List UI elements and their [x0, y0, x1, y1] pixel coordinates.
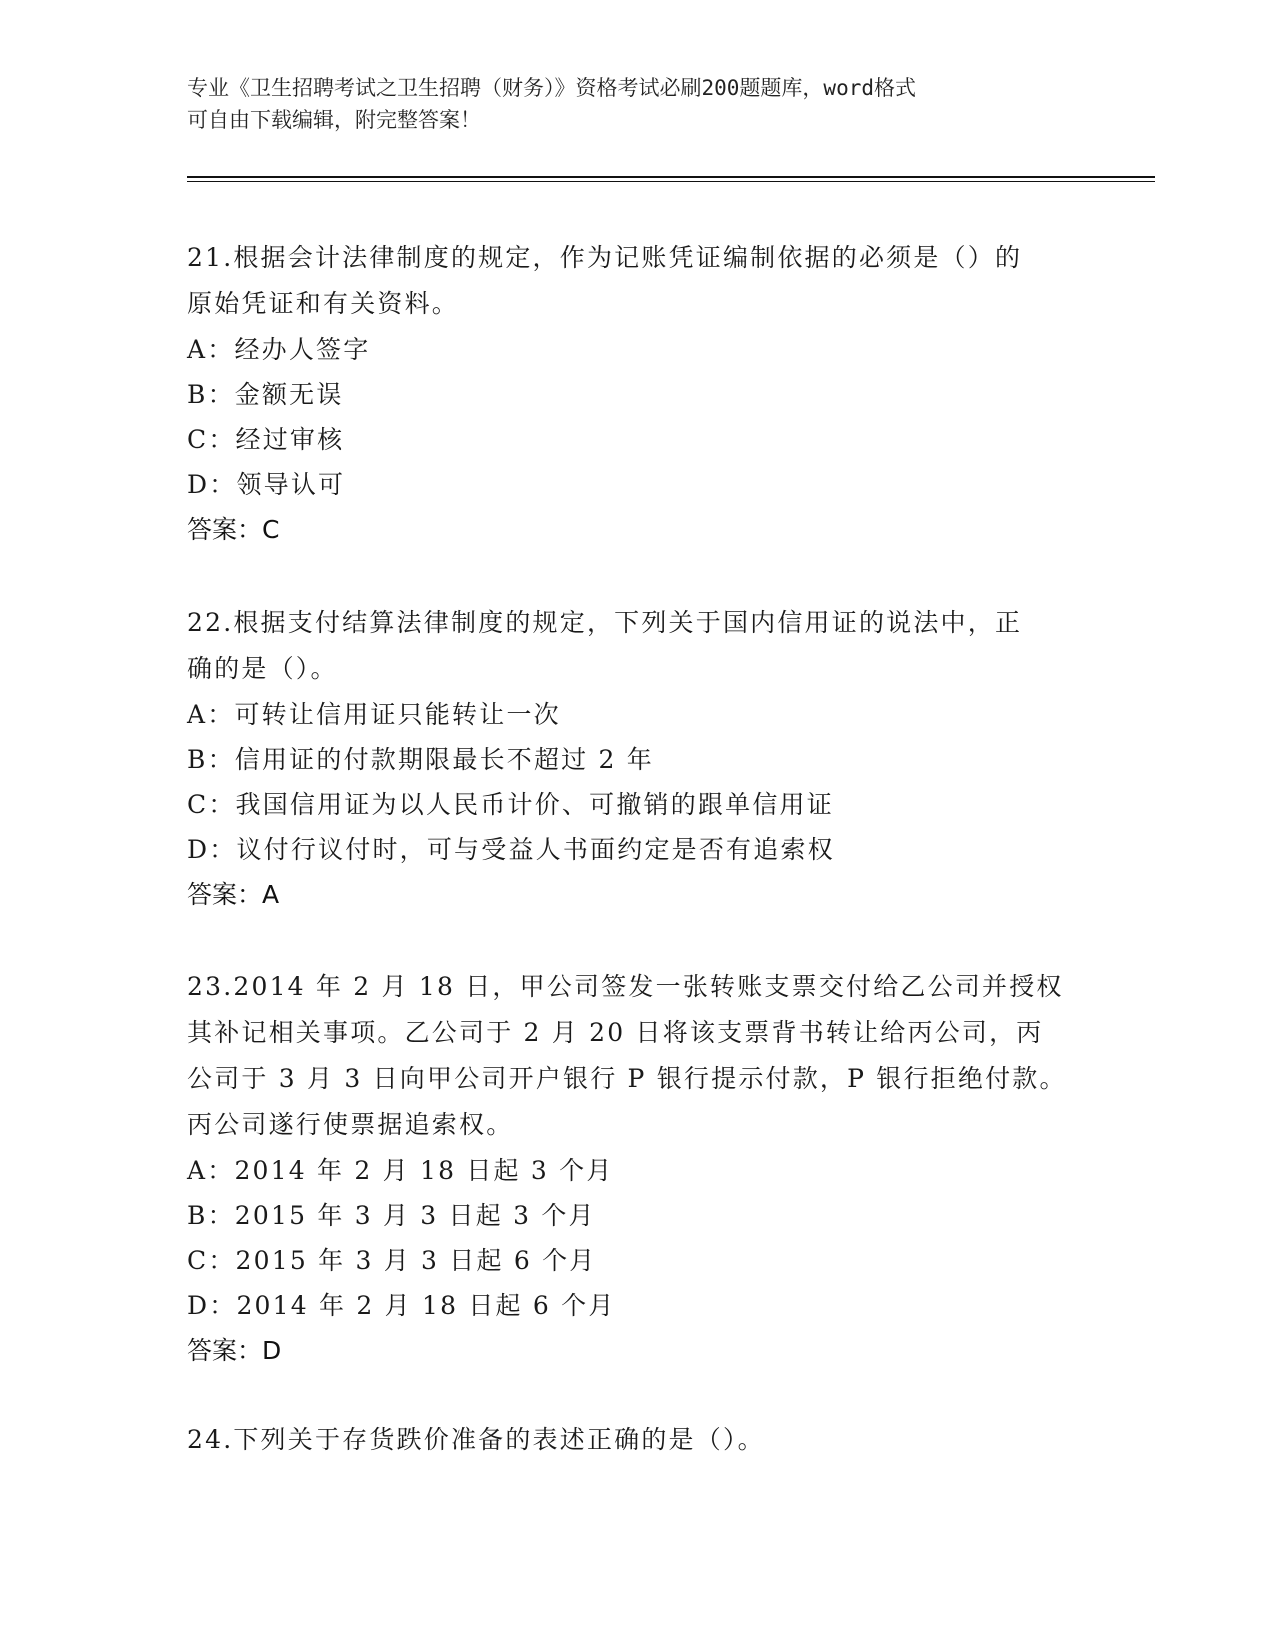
question-stem-line: 公司于 3 月 3 日向甲公司开户银行 P 银行提示付款，P 银行拒绝付款。 — [187, 1064, 1067, 1093]
question-21 — [187, 235, 1087, 553]
option-a: A：经办人签字 — [187, 335, 371, 364]
option-c: C：经过审核 — [187, 425, 345, 454]
question-22 — [187, 600, 1087, 918]
answer-line: 答案：D — [187, 1336, 282, 1365]
question-stem-line: 丙公司遂行使票据追索权。 — [187, 1110, 514, 1139]
question-23 — [187, 964, 1087, 1374]
question-stem-line: 其补记相关事项。乙公司于 2 月 20 日将该支票背书转让给丙公司，丙 — [187, 1018, 1044, 1047]
option-d: D：议付行议付时，可与受益人书面约定是否有追索权 — [187, 835, 835, 864]
header-line-2: 可自由下载编辑，附完整答案！ — [187, 108, 481, 132]
header-line-1: 专业《卫生招聘考试之卫生招聘（财务）》资格考试必刷200题题库，word格式 — [187, 76, 916, 100]
question-stem-line: 22.根据支付结算法律制度的规定，下列关于国内信用证的说法中，正 — [187, 608, 1023, 637]
option-c: C：2015 年 3 月 3 日起 6 个月 — [187, 1246, 597, 1275]
option-c: C：我国信用证为以人民币计价、可撤销的跟单信用证 — [187, 790, 834, 819]
header-divider-thin — [187, 181, 1155, 182]
option-d: D：领导认可 — [187, 470, 346, 499]
question-24 — [187, 1417, 1087, 1463]
question-stem-line: 确的是（）。 — [187, 654, 338, 683]
option-d: D：2014 年 2 月 18 日起 6 个月 — [187, 1291, 616, 1320]
question-stem-line: 24.下列关于存货跌价准备的表述正确的是（）。 — [187, 1425, 765, 1454]
question-stem-line: 原始凭证和有关资料。 — [187, 289, 460, 318]
option-b: B：2015 年 3 月 3 日起 3 个月 — [187, 1201, 596, 1230]
answer-line: 答案：A — [187, 880, 280, 909]
option-b: B：信用证的付款期限最长不超过 2 年 — [187, 745, 654, 774]
option-b: B：金额无误 — [187, 380, 344, 409]
option-a: A：2014 年 2 月 18 日起 3 个月 — [187, 1156, 614, 1185]
answer-line: 答案：C — [187, 515, 280, 544]
option-a: A：可转让信用证只能转让一次 — [187, 700, 561, 729]
document-header — [187, 72, 1067, 136]
header-divider-thick — [187, 176, 1155, 178]
question-stem-line: 21.根据会计法律制度的规定，作为记账凭证编制依据的必须是（）的 — [187, 243, 1023, 272]
question-stem-line: 23.2014 年 2 月 18 日，甲公司签发一张转账支票交付给乙公司并授权 — [187, 972, 1064, 1001]
